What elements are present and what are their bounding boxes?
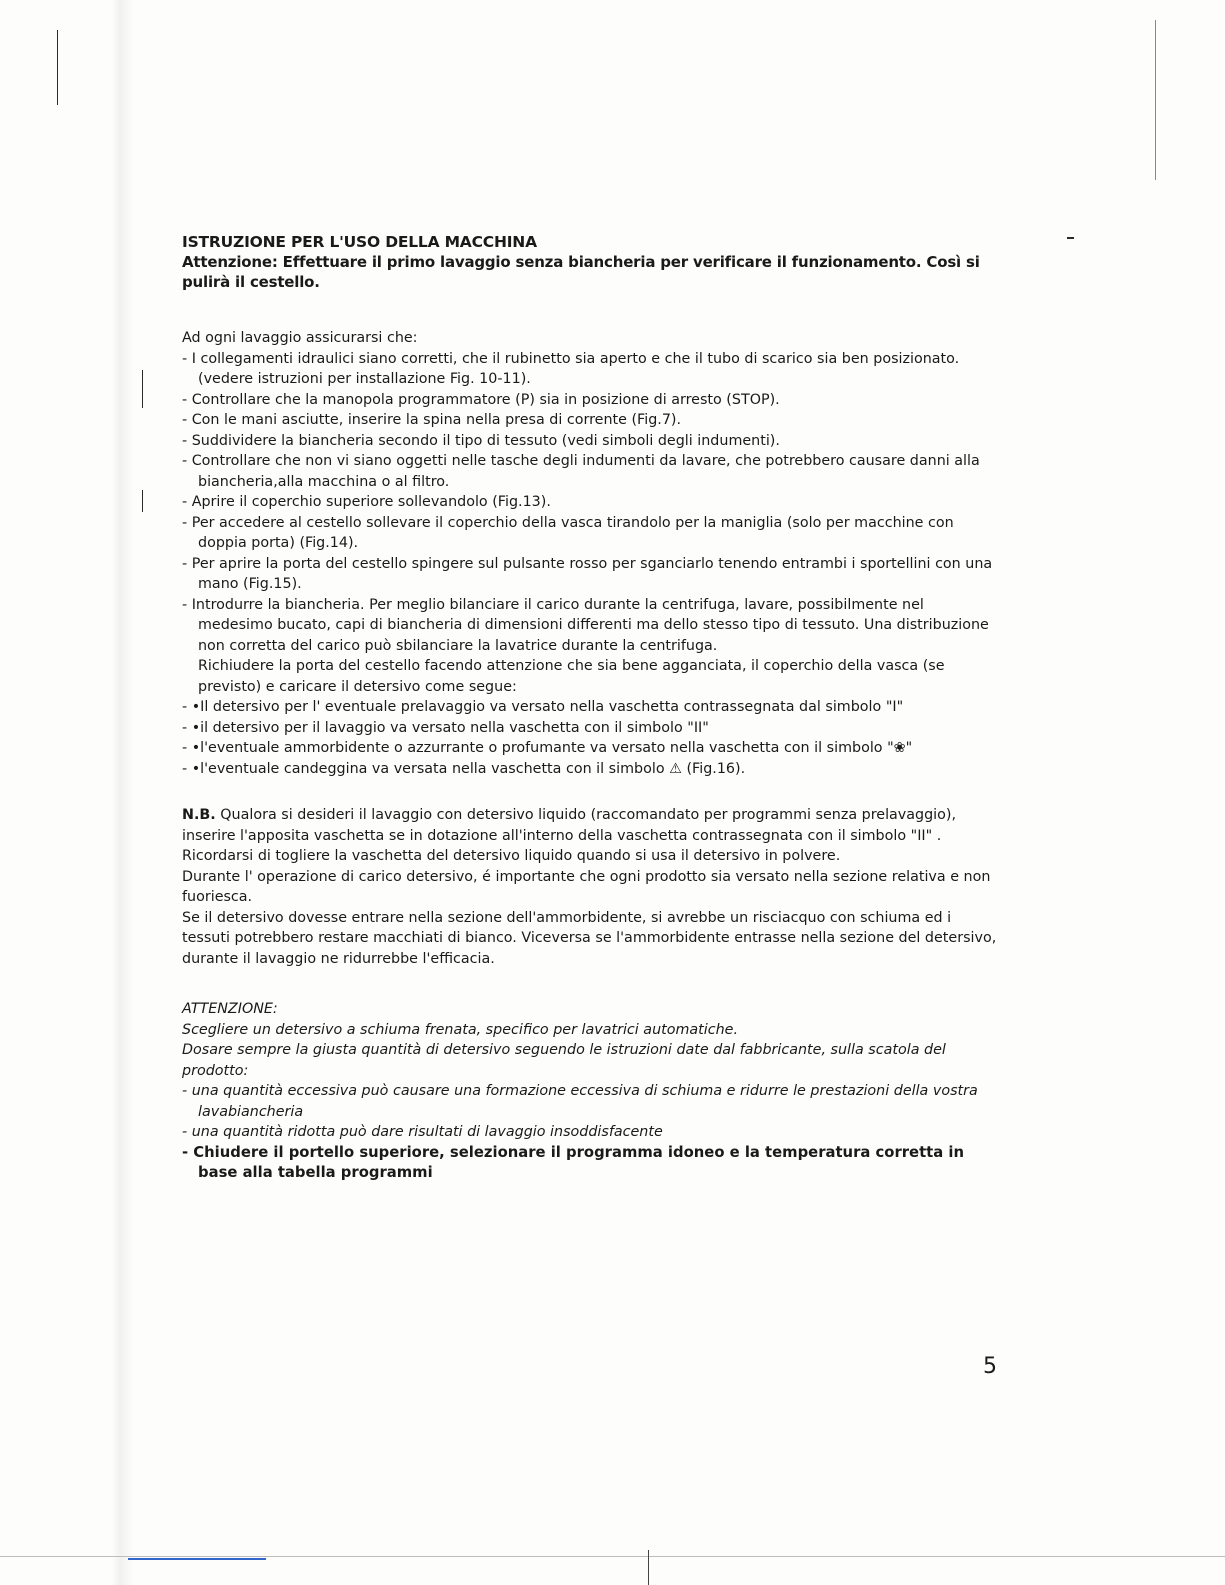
scan-edge-mark <box>142 370 143 408</box>
scan-binding-shadow <box>0 0 135 1585</box>
list-item: - •il detersivo per il lavaggio va versato nella vaschetta con il simbolo "II" <box>182 719 709 736</box>
list-item: - una quantità eccessiva può causare una formazione eccessiva di schiuma e ridurre le prestazioni della vostra lavabiancheria <box>182 1083 978 1120</box>
attention-title: ATTENZIONE: <box>182 1001 278 1017</box>
list-item: - Controllare che la manopola programmatore (P) sia in posizione di arresto (STOP). <box>182 391 780 408</box>
list-item: - •l'eventuale candeggina va versata nella vaschetta con il simbolo ⚠ (Fig.16). <box>182 760 746 777</box>
list-item: - Suddividere la biancheria secondo il tipo di tessuto (vedi simboli degli indumenti). <box>182 432 780 449</box>
footer-rule <box>0 1556 1225 1557</box>
list-item: - •Il detersivo per l' eventuale prelavaggio va versato nella vaschetta contrassegnata dal simbolo "I" <box>182 699 904 715</box>
nb-paragraph <box>182 805 1002 846</box>
list-item: - Aprire il coperchio superiore sollevandolo (Fig.13). <box>182 494 551 510</box>
attention-block <box>182 999 1002 1081</box>
list-item: - Introdurre la biancheria. Per meglio bilanciare il carico durante la centrifuga, lavare, possibilmente nel medesimo bucato, capi di biancheria di dimensioni differenti ma dello stesso tipo di tessuto. Una distribuzione non corretta del carico può sbilanciare la lavatrice durante la centrifuga. <box>182 596 989 654</box>
nb-label: N.B. <box>182 807 216 823</box>
page-number: 5 <box>983 1354 997 1379</box>
first-wash-warning: Attenzione: Effettuare il primo lavaggio senza biancheria per verificare il funzionamento. Così si pulirà il cestello. <box>182 253 980 291</box>
attention-line: Dosare sempre la giusta quantità di detersivo seguendo le istruzioni date dal fabbricante, sulla scatola del prodotto: <box>182 1042 946 1079</box>
scan-edge-mark <box>1067 237 1074 239</box>
nb-text: Qualora si desideri il lavaggio con detersivo liquido (raccomandato per programmi senza prelavaggio), inserire l'apposita vaschetta se in dotazione all'interno della vaschetta contrassegnata con il simbolo "II" . <box>182 807 957 844</box>
list-item: - Con le mani asciutte, inserire la spina nella presa di corrente (Fig.7). <box>182 412 682 428</box>
list-item: - Per aprire la porta del cestello spingere sul pulsante rosso per sganciarlo tenendo entrambi i sportellini con una mano (Fig.15). <box>182 555 993 592</box>
attention-line: Scegliere un detersivo a schiuma frenata, specifico per lavatrici automatiche. <box>182 1021 739 1038</box>
list-item: - I collegamenti idraulici siano corretti, che il rubinetto sia aperto e che il tubo di scarico sia ben posizionato. (vedere istruzioni per installazione Fig. 10-11). <box>182 350 960 387</box>
nb-paragraph: Ricordarsi di togliere la vaschetta del detersivo liquido quando si usa il detersivo in polvere. <box>182 848 841 864</box>
checklist <box>182 349 1002 657</box>
detergent-list <box>182 697 1002 779</box>
scan-edge-mark <box>57 30 58 105</box>
intro-text: Ad ogni lavaggio assicurarsi che: <box>182 330 418 346</box>
list-item: - una quantità ridotta può dare risultati di lavaggio insoddisfacente <box>182 1124 663 1140</box>
list-item: - Per accedere al cestello sollevare il coperchio della vasca tirandolo per la maniglia (solo per macchine con doppia porta) (Fig.14). <box>182 514 954 551</box>
nb-paragraph: Se il detersivo dovesse entrare nella sezione dell'ammorbidente, si avrebbe un risciacquo con schiuma ed i tessuti potrebbero restare macchiati di bianco. Viceversa se l'ammorbidente entrasse nella sezione del detersivo, durante il lavaggio ne ridurrebbe l'efficacia. <box>182 909 997 967</box>
list-item: - •l'eventuale ammorbidente o azzurrante o profumante va versato nella vaschetta con il simbolo "❀" <box>182 740 913 756</box>
nb-paragraph: Durante l' operazione di carico detersivo, é importante che ogni prodotto sia versato nella sezione relativa e non fuoriesca. <box>182 868 991 905</box>
section-title: ISTRUZIONE PER L'USO DELLA MACCHINA <box>182 233 537 251</box>
nb-note <box>182 805 1002 969</box>
close-instruction: Richiudere la porta del cestello facendo attenzione che sia bene agganciata, il coperchio della vasca (se previsto) e caricare il detersivo come segue: <box>198 658 945 695</box>
list-item: - Chiudere il portello superiore, selezionare il programma idoneo e la temperatura corretta in base alla tabella programmi <box>182 1143 964 1181</box>
footer-tick <box>648 1550 649 1585</box>
scan-edge-mark <box>142 490 143 512</box>
document-page <box>182 232 1002 1184</box>
scan-edge-mark <box>1155 20 1156 180</box>
footer-link-bar <box>128 1558 266 1560</box>
list-item: - Controllare che non vi siano oggetti nelle tasche degli indumenti da lavare, che potrebbero causare danni alla biancheria,alla macchina o al filtro. <box>182 453 980 490</box>
attention-list <box>182 1081 1002 1184</box>
